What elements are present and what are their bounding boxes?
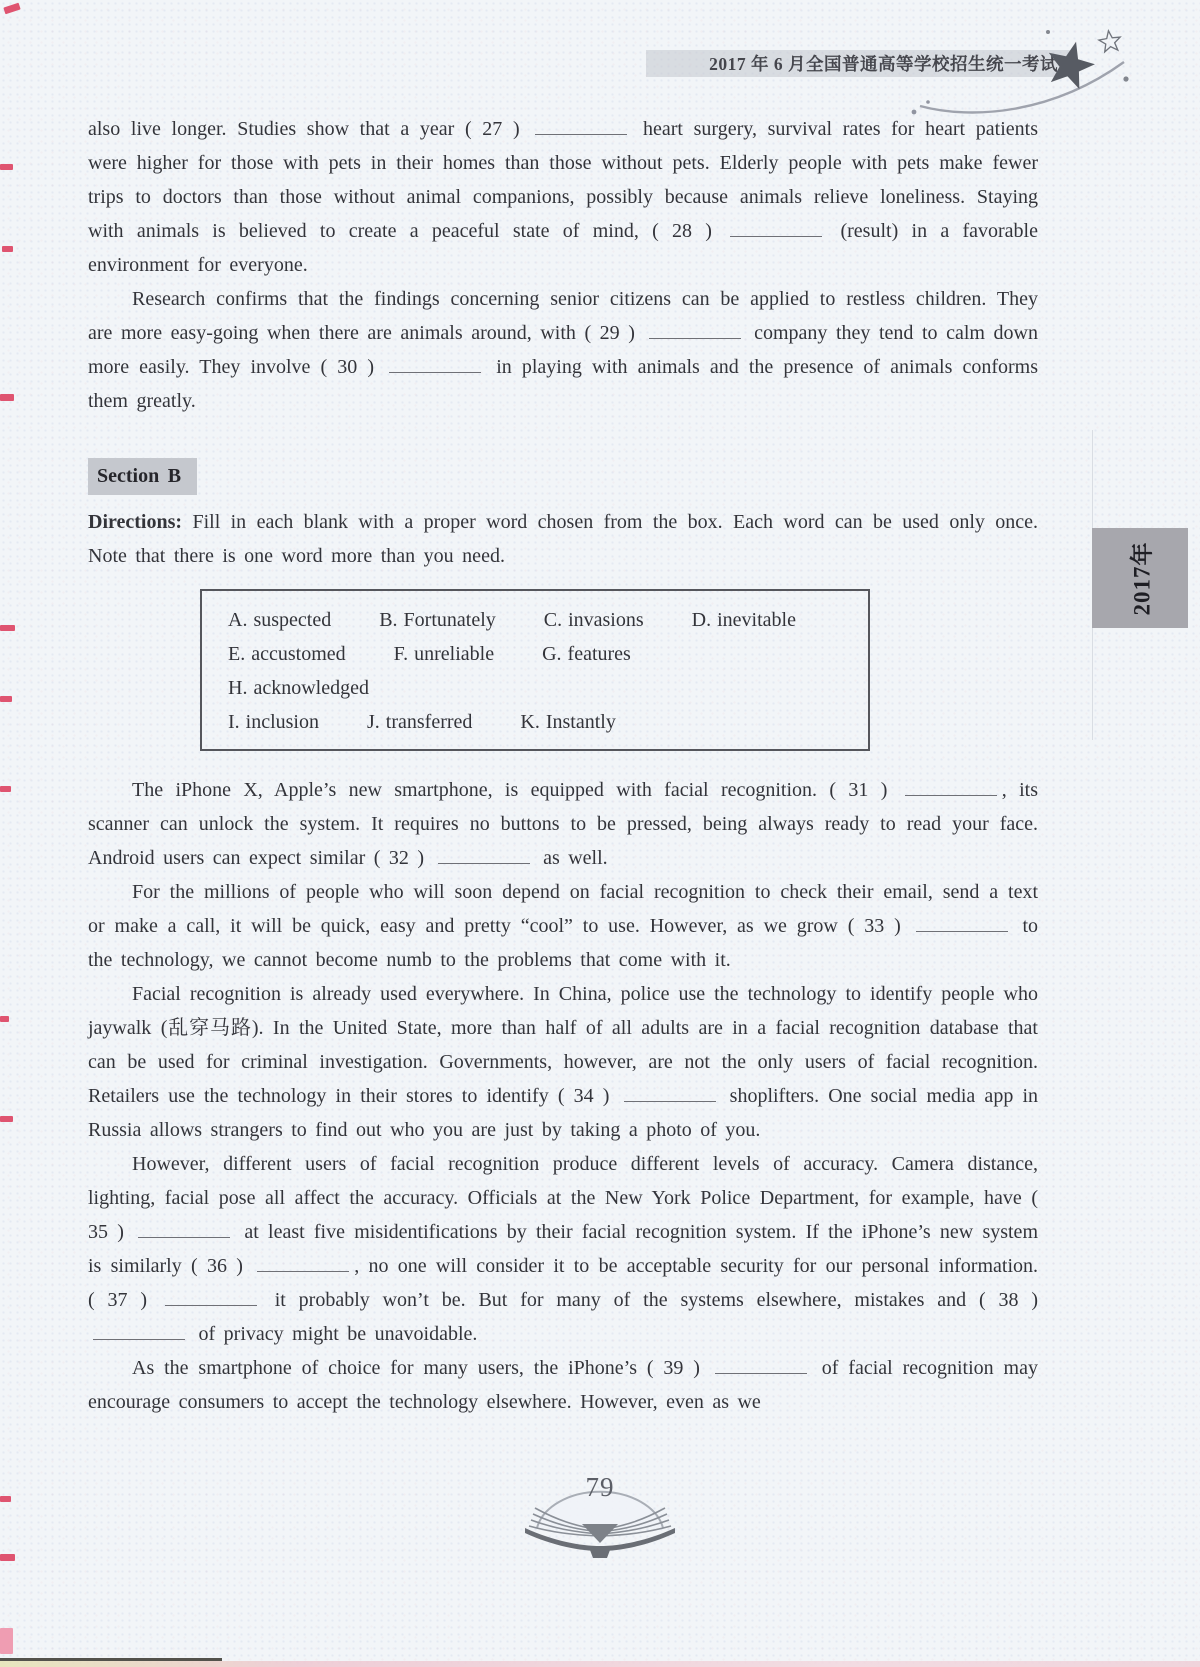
answer-blank-36: [257, 1258, 349, 1272]
answer-blank-32: [438, 850, 530, 864]
passage-paragraph: Research confirms that the findings concerning senior citizens can be applied to restless children. They are more easy-going when there are animals around, with ( 29 ) company they tend to calm down more easily. They involve ( 30 ) in playing with animals and the presence of animals conforms them greatly.: [88, 288, 1038, 412]
passage-main: [88, 773, 1038, 1419]
directions-text: Fill in each blank with a proper word chosen from the box. Each word can be used only once. Note that there is one word more than you need.: [88, 511, 1039, 567]
scan-mark: [0, 696, 12, 702]
word-option-E: E. accustomed: [228, 643, 346, 665]
answer-blank-33: [916, 918, 1008, 932]
answer-blank-31: [905, 782, 997, 796]
section-b-label: Section B: [88, 458, 197, 495]
answer-blank-30: [389, 359, 481, 373]
page-number: 79: [585, 1472, 615, 1502]
passage-paragraph: also live longer. Studies show that a year ( 27 ) heart surgery, survival rates for heart patients were higher for those with pets in their homes than those without pets. Elderly people with pets make fewer trips to doctors than those without animal companions, possibly because animals relieve loneliness. Staying with animals is believed to create a peaceful state of mind, ( 28 ) (result) in a favorable environment for everyone.: [88, 118, 1038, 276]
answer-blank-35: [138, 1224, 230, 1238]
word-option-B: B. Fortunately: [379, 609, 496, 631]
scan-mark: [0, 625, 15, 631]
passage-paragraph: For the millions of people who will soon depend on facial recognition to check their email, send a text or make a call, it will be quick, easy and pretty “cool” to use. However, as we grow ( 33 ) to the technology, we cannot become numb to the problems that come with it.: [88, 881, 1039, 971]
word-option-K: K. Instantly: [520, 711, 616, 733]
word-option-F: F. unreliable: [393, 643, 495, 665]
scan-mark: [0, 786, 11, 792]
answer-blank-29: [649, 325, 741, 339]
answer-blank-27: [535, 121, 627, 135]
year-side-tab: [1092, 528, 1188, 628]
scan-mark: [2, 246, 13, 252]
page-footer: [513, 1466, 687, 1566]
passage-paragraph: As the smartphone of choice for many users, the iPhone’s ( 39 ) of facial recognition may encourage consumers to accept the technology elsewhere. However, even as we: [88, 1357, 1038, 1413]
scan-mark: [0, 1554, 15, 1561]
passage-paragraph: However, different users of facial recognition produce different levels of accuracy. Camera distance, lighting, facial pose all affect the accuracy. Officials at the New York Police Department, for example, have ( 35 ) at least five misidentifications by their facial recognition system. If the iPhone’s new system is similarly ( 36 ) , no one will consider it to be acceptable security for our personal information. ( 37 ) it probably won’t be. But for many of the systems elsewhere, mistakes and ( 38 ) of privacy might be unavoidable.: [88, 1153, 1039, 1345]
scan-mark: [0, 1628, 13, 1654]
answer-blank-38: [93, 1326, 185, 1340]
word-option-G: G. features: [542, 643, 631, 665]
year-side-tab-label: 2017年: [1129, 541, 1155, 615]
passage-top: [88, 112, 1038, 418]
scan-mark: [0, 1116, 13, 1122]
directions: [88, 505, 1038, 573]
word-option-A: A. suspected: [228, 609, 332, 631]
answer-blank-28: [730, 223, 822, 237]
word-option-I: I. inclusion: [228, 711, 319, 733]
word-option-D: D. inevitable: [691, 609, 796, 631]
word-option-H: H. acknowledged: [228, 677, 369, 699]
scan-mark: [0, 1496, 11, 1502]
scan-mark: [0, 164, 13, 170]
word-box-row: [228, 637, 858, 705]
word-option-J: J. transferred: [367, 711, 473, 733]
directions-label: Directions:: [88, 511, 183, 533]
word-option-C: C. invasions: [543, 609, 644, 631]
passage-paragraph: The iPhone X, Apple’s new smartphone, is equipped with facial recognition. ( 31 ) , its scanner can unlock the system. It requires no buttons to be pressed, being always ready to read your face. Android users can expect similar ( 32 ) as well.: [88, 779, 1038, 869]
page-header-title: 2017 年 6 月全国普通高等学校招生统一考试: [709, 54, 1058, 74]
answer-blank-34: [624, 1088, 716, 1102]
answer-blank-39: [715, 1360, 807, 1374]
scan-mark: [3, 3, 20, 15]
answer-blank-37: [165, 1292, 257, 1306]
passage-paragraph: Facial recognition is already used everywhere. In China, police use the technology to identify people who jaywalk (乱穿马路). In the United State, more than half of all adults are in a facial recognition database that can be used for criminal investigation. Governments, however, are not the only users of facial recognition. Retailers use the technology in their stores to identify ( 34 ) shoplifters. One social media app in Russia allows strangers to find out who you are just by taking a photo of you.: [88, 983, 1038, 1141]
star-sparkle-icon: [902, 24, 1138, 124]
page-content: [88, 112, 1038, 1419]
scan-bottom-strip: [0, 1661, 1200, 1667]
word-box-row: [228, 603, 858, 637]
word-box: [200, 589, 870, 751]
scan-mark: [0, 394, 14, 401]
scan-mark: [0, 1016, 9, 1022]
word-box-row: [228, 705, 858, 739]
